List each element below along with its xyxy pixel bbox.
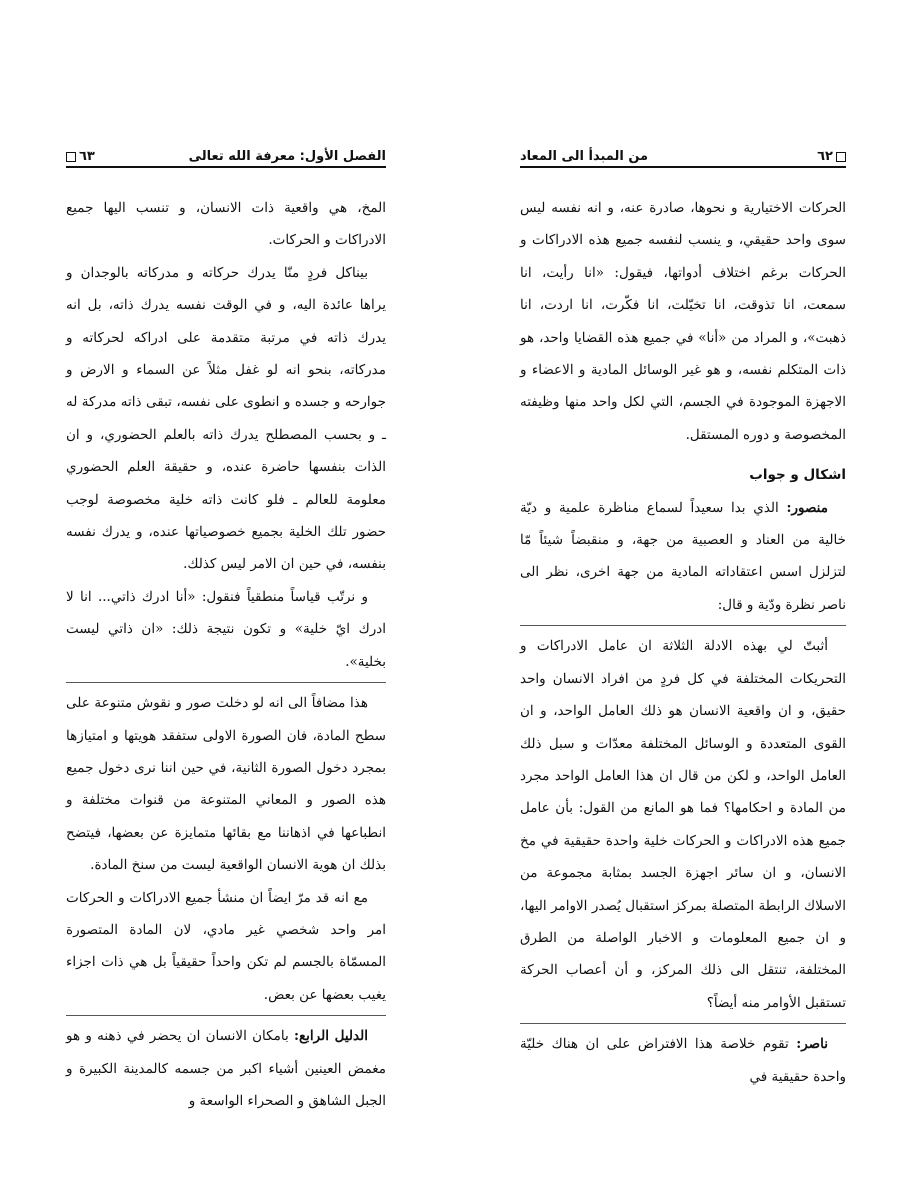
right-body-text: [520, 192, 846, 1093]
naser-text: تقوم خلاصة هذا الافتراض على ان هناك خليّة واحدة حقيقية في: [520, 1036, 846, 1085]
naser-label: ناصر:: [796, 1036, 828, 1053]
paragraph: هذا مضافاً الى انه لو دخلت صور و نقوش متنوعة على سطح المادة، فان الصورة الاولى ستفقد هويتها و امتيازها بمجرد دخول الصورة الثانية، في حين اننا نرى دخول جميع هذه الصور و المعاني المتنوعة من قنوات مختلفة و انطباعها في اذهاننا مع بقائها متمايزة عن بعضها، فيتضح بذلك ان هوية الانسان الواقعية ليست من سنخ المادة.: [66, 695, 386, 874]
right-page: [450, 0, 900, 1200]
right-header-rule: [520, 166, 846, 168]
left-running-title: الفصل الأول: معرفة الله تعالى: [188, 149, 386, 164]
paragraph: المخ، هي واقعية ذات الانسان، و تنسب اليها جميع الادراكات و الحركات.: [66, 200, 386, 249]
paragraph: الحركات الاختيارية و نحوها، صادرة عنه، و انه نفسه ليس سوى واحد حقيقي، و ينسب لنفسه جميع هذه الادراكات و الحركات برغم اختلاف أدواتها، فيقول: «انا رأيت، انا سمعت، انا تذوقت، انا تخيّلت، انا فكّرت، انا اردت، انا ذهبت»، و المراد من «أنا» في جميع هذه القضايا واحد، هو ذات المتكلم نفسه، و هو غير الوسائل المادية و الاعضاء و الاجهزة الموجودة في الجسم، التي لكل واحد منها وظيفته المخصوصة و دوره المستقل.: [520, 200, 846, 443]
fourth-proof-label: الدليل الرابع:: [293, 1028, 368, 1045]
right-page-number: ٦٢: [817, 149, 833, 164]
left-page-number: ٦٣: [79, 149, 95, 164]
right-running-title: من المبدأ الى المعاد: [520, 149, 649, 164]
right-page-number-group: [817, 149, 846, 164]
mansour-label: منصور:: [786, 499, 828, 516]
naser-paragraph: [520, 1028, 846, 1093]
square-box-icon: [836, 152, 846, 162]
left-page-header: [66, 138, 386, 164]
paragraph: و نرتّب قياساً منطقياً فنقول: «أنا ادرك ذاتي... انا لا ادرك ايّ خلية» و تكون نتيجة ذلك: «ان ذاتي ليست بخلية».: [66, 581, 386, 683]
paragraph: مع انه قد مرّ ايضاً ان منشأ جميع الادراكات و الحركات امر واحد شخصي غير مادي، لان المادة المتصورة المسمّاة بالجسم لم تكن واحداً حقيقياً بل هي ذات اجزاء يغيب بعضها عن بعض.: [66, 882, 386, 1017]
mansour-paragraph: [520, 492, 846, 627]
fourth-proof-paragraph: [66, 1020, 386, 1117]
square-box-icon: [66, 152, 76, 162]
paragraph: بيناكل فردٍ منّا يدرك حركاته و مدركاته بالوجدان و يراها عائدة اليه، و في الوقت نفسه يدرك ذاته، بل انه يدرك ذاته في مرتبة متقدمة على ادراكه لحركاته و مدركاته، بنحو انه لو غفل مثلاً عن السماء و الارض و جوارحه و جسده و انطوى على نفسه، تبقى ذاته مدركة له ـ و بحسب المصطلح يدرك ذاته بالعلم الحضوري، و ان الذات بنفسها حاضرة عنده، و حقيقة العلم الحضوري معلومة للعالم ـ فلو كانت ذاته خلية مخصوصة لوجب حضور تلك الخلية بجميع خصوصياتها عنده، و يدرك نفسه بنفسه، في حين ان الامر ليس كذلك.: [66, 264, 386, 573]
left-page-number-group: [66, 149, 95, 164]
mansour-text: الذي بدا سعيداً لسماع مناظرة علمية و ديّة خالية من العناد و العصبية من جهة، و منقبضاً شيئاً مّا لتزلزل اسس اعتقاداته المادية من جهة اخرى، نظر الى ناصر نظرة ودّية و قال:: [520, 499, 846, 613]
fourth-proof-text: بامكان الانسان ان يحضر في ذهنه و هو مغمض العينين أشياء اكبر من جسمه كالمدينة الكبيرة و الجبل الشاهق و الصحراء الواسعة و: [66, 1028, 386, 1109]
left-body-text: [66, 192, 386, 1117]
section-heading: اشكال و جواب: [749, 467, 846, 484]
mansour-quote: أثبتّ لي بهذه الادلة الثلاثة ان عامل الادراكات و التحريكات المختلفة في كل فردٍ من افراد الانسان واحد حقيق، و ان واقعية الانسان هو ذلك العامل الواحد، و ان القوى المتعددة و الوسائل المختلفة معدّات و سبل ذلك العامل الواحد، و لكن من قال ان هذا العامل الواحد مجرد من المادة و احكامها؟ فما هو المانع من القول: بأن عامل جميع هذه الادراكات و الحركات خلية واحدة حقيقية في مخ الانسان، و ان سائر اجهزة الجسد بمثابة مجموعة من الاسلاك الرابطة المتصلة بمركز استقبال يُصدر الاوامر اليها، و ان جميع المعلومات و الاخبار الواصلة من الطرق المختلفة، تنتقل الى ذلك المركز، و أن أعصاب الحركة تستقبل الأوامر منه أيضاً؟: [520, 630, 846, 1024]
left-header-rule: [66, 166, 386, 168]
right-page-header: [520, 138, 846, 164]
